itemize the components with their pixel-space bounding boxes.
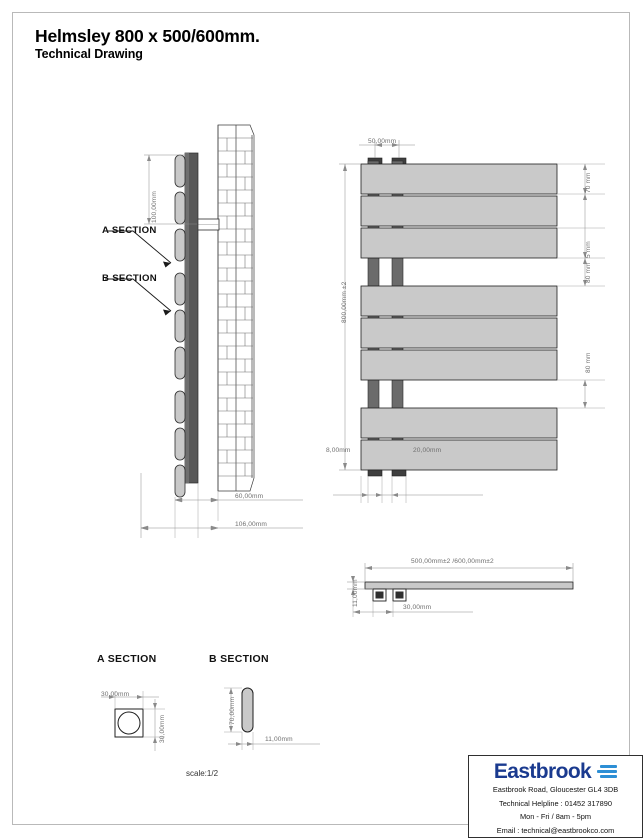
dimension-wall-offset-text: 100,00mm (151, 191, 158, 223)
eastbrook-logo-icon (597, 765, 617, 778)
brand-row (469, 761, 642, 782)
plan-panel (365, 582, 573, 589)
dimension-detail-a-height (153, 699, 157, 751)
dimension-group-gap-lower-text: 80 mm (585, 352, 592, 373)
footer-address: Eastbrook Road, Gloucester GL4 3DB (492, 785, 619, 794)
rail-group-3 (361, 408, 557, 470)
dimension-rail-gap-text: 5 mm (585, 241, 592, 258)
dimension-overall-height-text: 800,00mm ±2 (341, 281, 348, 323)
bottom-connectors (368, 470, 406, 476)
label-b-section-side: B SECTION (102, 273, 157, 284)
rail (361, 440, 557, 470)
detail-b-title: B SECTION (209, 653, 269, 665)
detail-b-profile (242, 688, 253, 732)
dimension-bottom-right-text: 20,00mm (413, 447, 442, 454)
dimension-detail-a-width-text: 30,00mm (101, 691, 130, 698)
right-extension-lines (557, 164, 605, 408)
front-elevation-view (323, 131, 613, 461)
rail-group-1 (361, 164, 557, 258)
rail-end-profiles (175, 155, 185, 497)
dimension-detail-a-height-text: 30,00mm (159, 714, 166, 743)
dimension-rail-height-text: 70 mm (585, 172, 592, 193)
dimension-depth-outer-text: 106,00mm (235, 521, 267, 528)
title-block (35, 27, 260, 61)
leader-b-section (105, 279, 171, 316)
label-a-section-side: A SECTION (102, 225, 157, 236)
dimension-valve-offset-text: 30,00mm (403, 604, 432, 611)
rail (361, 286, 557, 316)
drawing-sheet (12, 12, 630, 836)
rail (361, 228, 557, 258)
dimension-detail-b-width-text: 11,00mm (265, 736, 293, 743)
dimension-plan-width (365, 563, 573, 582)
dimension-detail-b-height-text: 70,00mm (229, 696, 236, 725)
page-title: Helmsley 800 x 500/600mm. (35, 26, 260, 46)
footer-hours: Mon - Fri / 8am - 5pm (519, 812, 592, 822)
leader-a-section (105, 231, 171, 268)
plan-valve-blocks (373, 589, 406, 601)
detail-a-bore (118, 712, 140, 734)
dimension-bottom (333, 493, 483, 497)
footer-logo-block (468, 755, 643, 838)
dimension-bottom-left-text: 8,00mm (326, 447, 351, 454)
dimension-plan-width-text: 500,00mm±2 /600,00mm±2 (411, 558, 494, 565)
rail (361, 408, 557, 438)
footer-helpline: Technical Helpline : 01452 317890 (499, 798, 612, 808)
wall-bracket-icon (197, 219, 219, 230)
footer-email: Email : technical@eastbrookco.com (496, 826, 615, 836)
detail-a-title: A SECTION (97, 653, 157, 665)
scale-label: scale:1/2 (186, 769, 219, 778)
rail (361, 164, 557, 194)
side-elevation-view (113, 113, 343, 543)
rail-group-2 (361, 286, 557, 380)
brand-name: Eastbrook (493, 760, 592, 783)
dimension-plan-thickness-text: 11,00mm (352, 579, 359, 607)
rail (361, 196, 557, 226)
detail-b-view (208, 678, 328, 758)
dimension-depth-inner-text: 60,00mm (235, 493, 264, 500)
rail (361, 350, 557, 380)
rail (361, 318, 557, 348)
dimension-top-spacing-text: 50,00mm (368, 138, 397, 145)
wall-hatch-icon (218, 125, 254, 491)
dimension-group-gap-text: 80 mm (585, 262, 592, 283)
detail-a-view (83, 685, 193, 755)
page-subtitle: Technical Drawing (35, 46, 143, 61)
